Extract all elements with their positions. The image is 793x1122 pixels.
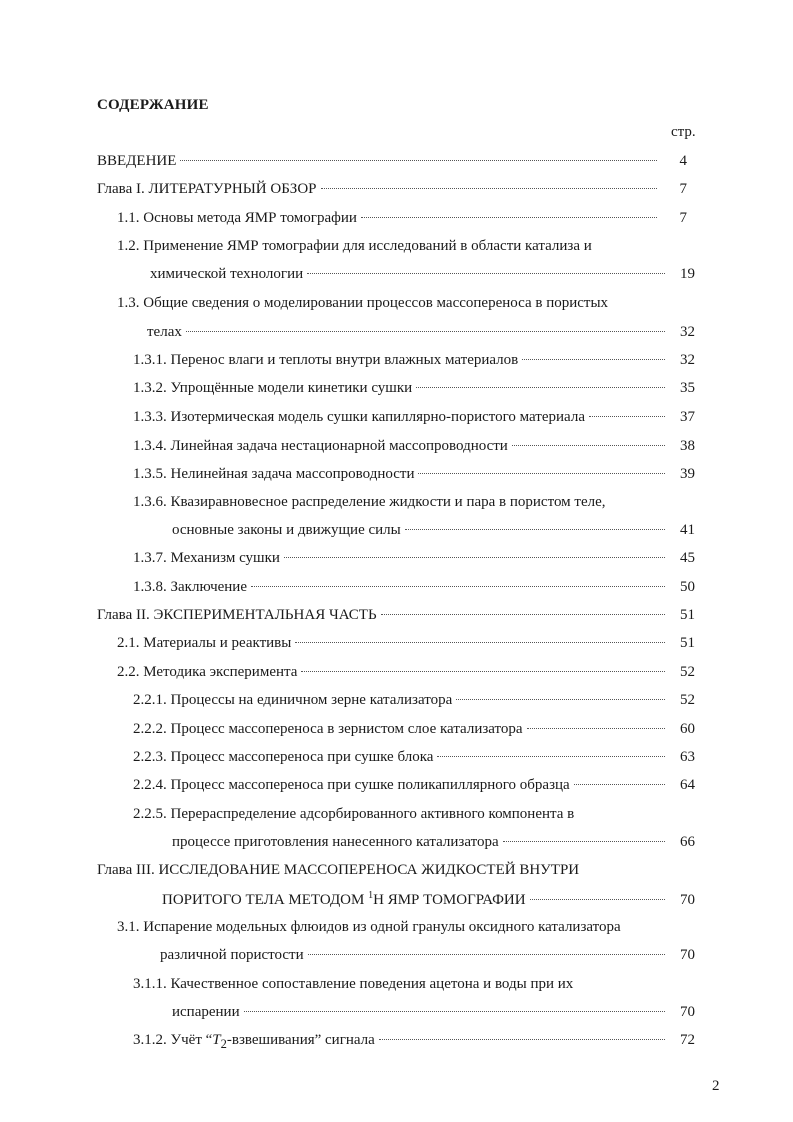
toc-entry-page: 37 bbox=[680, 409, 695, 425]
leader-dots bbox=[456, 699, 665, 700]
toc-entry-title: 2.2. Методика эксперимента bbox=[117, 664, 298, 680]
toc-entry-title bbox=[162, 890, 526, 909]
toc-entry-title: 2.2.2. Процесс массопереноса в зернистом слое катализатора bbox=[133, 721, 523, 737]
toc-entry-page: 70 bbox=[680, 947, 695, 963]
toc-entry[interactable] bbox=[172, 834, 695, 856]
toc-entry-page: 51 bbox=[680, 635, 695, 651]
leader-dots bbox=[244, 1011, 665, 1012]
toc-entry-title: процессе приготовления нанесенного катализатора bbox=[172, 834, 499, 850]
toc-entry-title: 1.3.7. Механизм сушки bbox=[133, 550, 280, 566]
toc-entry-page: 60 bbox=[680, 721, 695, 737]
leader-dots bbox=[416, 387, 665, 388]
toc-entry-page: 32 bbox=[680, 352, 695, 368]
leader-dots bbox=[530, 899, 665, 900]
page-column-header: стр. bbox=[671, 124, 696, 140]
title-part: ПОРИТОГО ТЕЛА МЕТОДОМ bbox=[162, 892, 369, 908]
toc-entry-page: 51 bbox=[680, 607, 695, 623]
toc-entry[interactable] bbox=[133, 550, 695, 572]
toc-entry-title: испарении bbox=[172, 1004, 240, 1020]
toc-entry[interactable] bbox=[117, 635, 695, 657]
toc-entry-title: химической технологии bbox=[150, 266, 304, 282]
leader-dots bbox=[522, 359, 665, 360]
toc-entry-page: 64 bbox=[680, 777, 695, 793]
leader-dots bbox=[418, 473, 665, 474]
toc-entry-title: 1.3.3. Изотермическая модель сушки капиллярно-пористого материала bbox=[133, 409, 585, 425]
leader-dots bbox=[321, 188, 658, 189]
toc-entry-page: 45 bbox=[680, 550, 695, 566]
toc-entry[interactable] bbox=[133, 579, 695, 601]
title-part: 3.1.2. Учёт “ bbox=[133, 1032, 213, 1048]
toc-entry-line1: Глава III. ИССЛЕДОВАНИЕ МАССОПЕРЕНОСА ЖИДКОСТЕЙ ВНУТРИ bbox=[97, 862, 580, 878]
toc-entry[interactable] bbox=[150, 266, 695, 288]
toc-entry-title: Глава II. ЭКСПЕРИМЕНТАЛЬНАЯ ЧАСТЬ bbox=[97, 607, 377, 623]
toc-entry-page: 38 bbox=[680, 438, 695, 454]
toc-entry-page: 32 bbox=[680, 324, 695, 340]
leader-dots bbox=[589, 416, 665, 417]
toc-entry[interactable] bbox=[147, 324, 695, 346]
toc-entry[interactable] bbox=[133, 380, 695, 402]
leader-dots bbox=[251, 586, 665, 587]
leader-dots bbox=[308, 954, 665, 955]
toc-entry-title: 2.2.4. Процесс массопереноса при сушке поликапиллярного образца bbox=[133, 777, 570, 793]
toc-entry[interactable] bbox=[133, 466, 695, 488]
toc-entry-page: 4 bbox=[679, 153, 687, 169]
toc-entry-title: ВВЕДЕНИЕ bbox=[97, 153, 177, 169]
title-part: -взвешивания” сигнала bbox=[226, 1032, 375, 1048]
toc-entry[interactable] bbox=[97, 181, 687, 203]
page-title: СОДЕРЖАНИЕ bbox=[97, 97, 209, 113]
toc-entry-page: 35 bbox=[680, 380, 695, 396]
toc-entry-page: 7 bbox=[679, 210, 687, 226]
toc-entry[interactable] bbox=[172, 522, 695, 544]
toc-entry[interactable] bbox=[133, 438, 695, 460]
toc-entry-line1: 2.2.5. Перераспределение адсорбированного активного компонента в bbox=[133, 806, 575, 822]
toc-entry-title bbox=[133, 1032, 375, 1052]
toc-entry-title: телах bbox=[147, 324, 182, 340]
toc-entry-page: 19 bbox=[680, 266, 695, 282]
toc-entry[interactable] bbox=[172, 1004, 695, 1026]
toc-entry-line1: 3.1.1. Качественное сопоставление поведения ацетона и воды при их bbox=[133, 976, 574, 992]
toc-entry-title: 1.3.5. Нелинейная задача массопроводности bbox=[133, 466, 415, 482]
toc-entry-page: 52 bbox=[680, 664, 695, 680]
superscript: 1 bbox=[368, 890, 374, 901]
italic-part: T bbox=[212, 1032, 221, 1048]
title-part: Н ЯМР ТОМОГРАФИИ bbox=[373, 892, 526, 908]
toc-entry-page: 70 bbox=[680, 1004, 695, 1020]
toc-entry-title: 1.3.8. Заключение bbox=[133, 579, 247, 595]
toc-entry-title: 1.3.1. Перенос влаги и теплоты внутри влажных материалов bbox=[133, 352, 519, 368]
toc-entry-line1: 3.1. Испарение модельных флюидов из одной гранулы оксидного катализатора bbox=[117, 919, 621, 935]
toc-entry[interactable] bbox=[117, 210, 687, 232]
leader-dots bbox=[574, 784, 665, 785]
leader-dots bbox=[503, 841, 665, 842]
leader-dots bbox=[295, 642, 665, 643]
leader-dots bbox=[437, 756, 665, 757]
toc-entry-page: 66 bbox=[680, 834, 695, 850]
toc-entry-title: 2.2.3. Процесс массопереноса при сушке блока bbox=[133, 749, 434, 765]
leader-dots bbox=[186, 331, 665, 332]
toc-entry[interactable] bbox=[133, 352, 695, 374]
toc-entry[interactable] bbox=[133, 749, 695, 771]
toc-entry[interactable] bbox=[133, 777, 695, 799]
toc-entry-page: 52 bbox=[680, 692, 695, 708]
page-number: 2 bbox=[712, 1078, 720, 1094]
leader-dots bbox=[307, 273, 665, 274]
toc-entry-line1: 1.2. Применение ЯМР томографии для исследований в области катализа и bbox=[117, 238, 592, 254]
toc-entry[interactable] bbox=[117, 664, 695, 686]
subscript: 2 bbox=[220, 1037, 227, 1051]
leader-dots bbox=[180, 160, 657, 161]
toc-entry-page: 70 bbox=[680, 892, 695, 908]
leader-dots bbox=[361, 217, 657, 218]
toc-entry-title: 1.3.2. Упрощённые модели кинетики сушки bbox=[133, 380, 413, 396]
toc-entry-line1: 1.3. Общие сведения о моделировании процессов массопереноса в пористых bbox=[117, 295, 609, 311]
toc-entry[interactable] bbox=[133, 692, 695, 714]
toc-entry-page: 7 bbox=[679, 181, 687, 197]
leader-dots bbox=[284, 557, 665, 558]
toc-entry-title: основные законы и движущие силы bbox=[172, 522, 401, 538]
leader-dots bbox=[301, 671, 665, 672]
toc-entry[interactable] bbox=[133, 409, 695, 431]
toc-entry[interactable] bbox=[97, 153, 687, 175]
toc-entry-page: 63 bbox=[680, 749, 695, 765]
toc-entry-title: 2.2.1. Процессы на единичном зерне катализатора bbox=[133, 692, 453, 708]
leader-dots bbox=[512, 445, 665, 446]
leader-dots bbox=[381, 614, 665, 615]
toc-entry-title: различной пористости bbox=[160, 947, 304, 963]
leader-dots bbox=[405, 529, 665, 530]
toc-entry-title: 1.3.4. Линейная задача нестационарной массопроводности bbox=[133, 438, 508, 454]
leader-dots bbox=[379, 1039, 665, 1040]
leader-dots bbox=[527, 728, 665, 729]
toc-entry-page: 41 bbox=[680, 522, 695, 538]
toc-entry[interactable] bbox=[133, 721, 695, 743]
toc-entry-title: 2.1. Материалы и реактивы bbox=[117, 635, 292, 651]
toc-entry[interactable] bbox=[162, 890, 695, 912]
toc-entry-title: Глава I. ЛИТЕРАТУРНЫЙ ОБЗОР bbox=[97, 181, 317, 197]
toc-entry-title: 1.1. Основы метода ЯМР томографии bbox=[117, 210, 357, 226]
toc-entry-page: 72 bbox=[680, 1032, 695, 1048]
toc-entry-page: 50 bbox=[680, 579, 695, 595]
toc-entry[interactable] bbox=[160, 947, 695, 969]
toc-entry-line1: 1.3.6. Квазиравновесное распределение жидкости и пара в пористом теле, bbox=[133, 494, 606, 510]
toc-entry[interactable] bbox=[97, 607, 695, 629]
toc-entry-page: 39 bbox=[680, 466, 695, 482]
toc-entry[interactable] bbox=[133, 1032, 695, 1054]
